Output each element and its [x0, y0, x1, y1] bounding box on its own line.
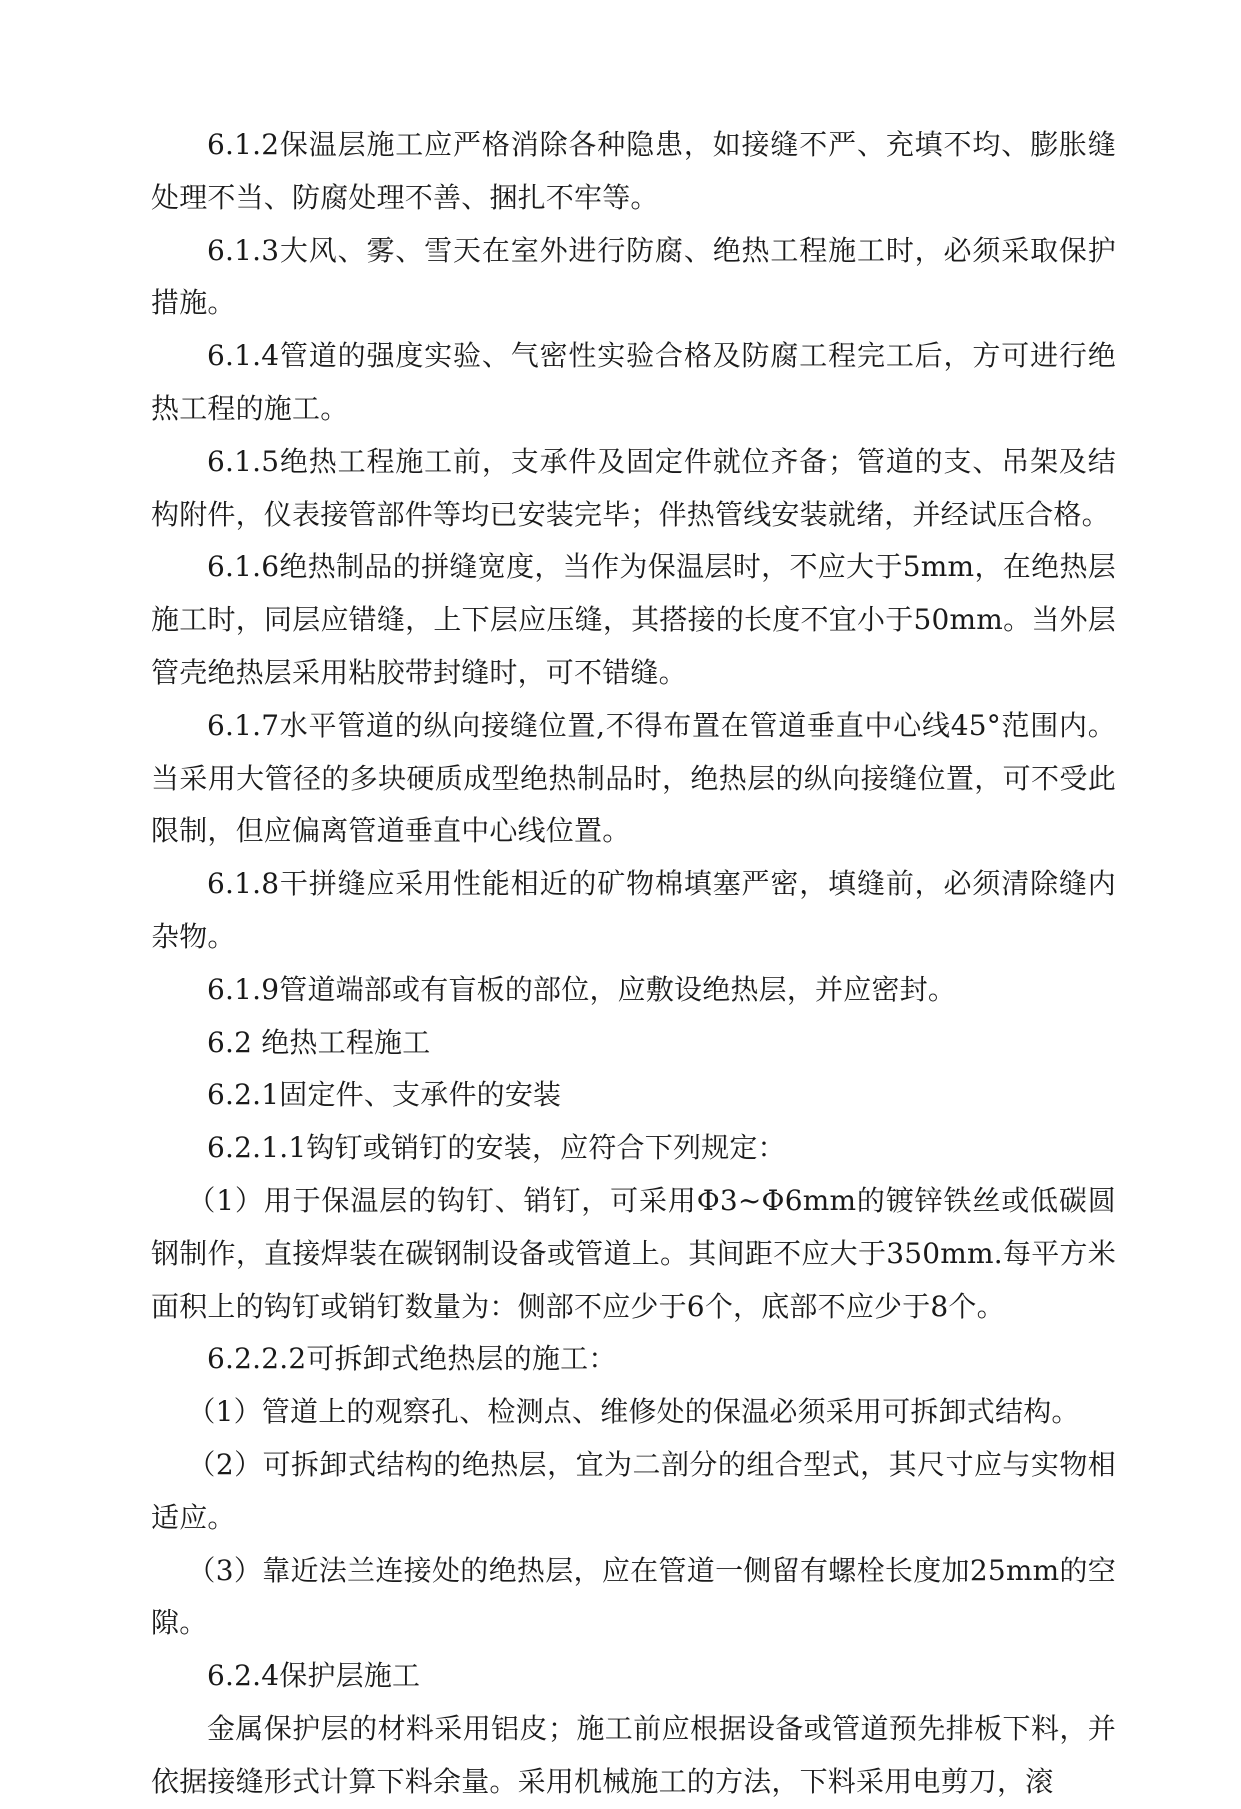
document-body [151, 119, 1116, 1809]
paragraph-6-1-6: 6.1.6绝热制品的拼缝宽度，当作为保温层时，不应大于5mm，在绝热层施工时，同层应错缝，上下层应压缝，其搭接的长度不宜小于50mm。当外层管壳绝热层采用粘胶带封缝时，可不错缝。 [151, 550, 1116, 689]
paragraph-metal-protective-layer: 金属保护层的材料采用铝皮；施工前应根据设备或管道预先排板下料，并依据接缝形式计算下料余量。采用机械施工的方法，下料采用电剪刀，滚 [151, 1711, 1116, 1798]
list-item-removable-2: （2）可拆卸式结构的绝热层，宜为二剖分的组合型式，其尺寸应与实物相适应。 [151, 1447, 1116, 1534]
paragraph-6-1-5: 6.1.5绝热工程施工前，支承件及固定件就位齐备；管道的支、吊架及结构附件，仪表接管部件等均已安装完毕；伴热管线安装就绪，并经试压合格。 [151, 444, 1116, 531]
list-item-removable-3: （3）靠近法兰连接处的绝热层，应在管道一侧留有螺栓长度加25mm的空隙。 [151, 1553, 1116, 1640]
list-item-hook-nail: （1）用于保温层的钩钉、销钉，可采用Φ3~Φ6mm的镀锌铁丝或低碳圆钢制作，直接焊装在碳钢制设备或管道上。其间距不应大于350mm.每平方米面积上的钩钉或销钉数量为：侧部不应少于6个，底部不应少于8个。 [151, 1183, 1116, 1323]
subsection-heading-6-2-4: 6.2.4保护层施工 [207, 1659, 421, 1693]
paragraph-6-1-8: 6.1.8干拼缝应采用性能相近的矿物棉填塞严密，填缝前，必须清除缝内杂物。 [151, 867, 1116, 953]
paragraph-6-1-3: 6.1.3大风、雾、雪天在室外进行防腐、绝热工程施工时，必须采取保护措施。 [151, 233, 1116, 320]
paragraph-6-1-4: 6.1.4管道的强度实验、气密性实验合格及防腐工程完工后，方可进行绝热工程的施工。 [151, 339, 1116, 425]
paragraph-6-2-1-1: 6.2.1.1钩钉或销钉的安装，应符合下列规定： [207, 1131, 786, 1165]
subsection-heading-6-2-1: 6.2.1固定件、支承件的安装 [207, 1078, 562, 1112]
paragraph-6-1-2: 6.1.2保温层施工应严格消除各种隐患，如接缝不严、充填不均、膨胀缝处理不当、防腐处理不善、捆扎不牢等。 [151, 128, 1116, 214]
list-item-removable-1: （1）管道上的观察孔、检测点、维修处的保温必须采用可拆卸式结构。 [187, 1395, 1080, 1429]
paragraph-6-2-2-2: 6.2.2.2可拆卸式绝热层的施工： [207, 1342, 617, 1376]
paragraph-6-1-9: 6.1.9管道端部或有盲板的部位，应敷设绝热层，并应密封。 [207, 972, 957, 1006]
paragraph-6-1-7: 6.1.7水平管道的纵向接缝位置,不得布置在管道垂直中心线45°范围内。当采用大管径的多块硬质成型绝热制品时，绝热层的纵向接缝位置，可不受此限制，但应偏离管道垂直中心线位置。 [151, 708, 1116, 848]
section-heading-6-2: 6.2 绝热工程施工 [207, 1025, 431, 1059]
